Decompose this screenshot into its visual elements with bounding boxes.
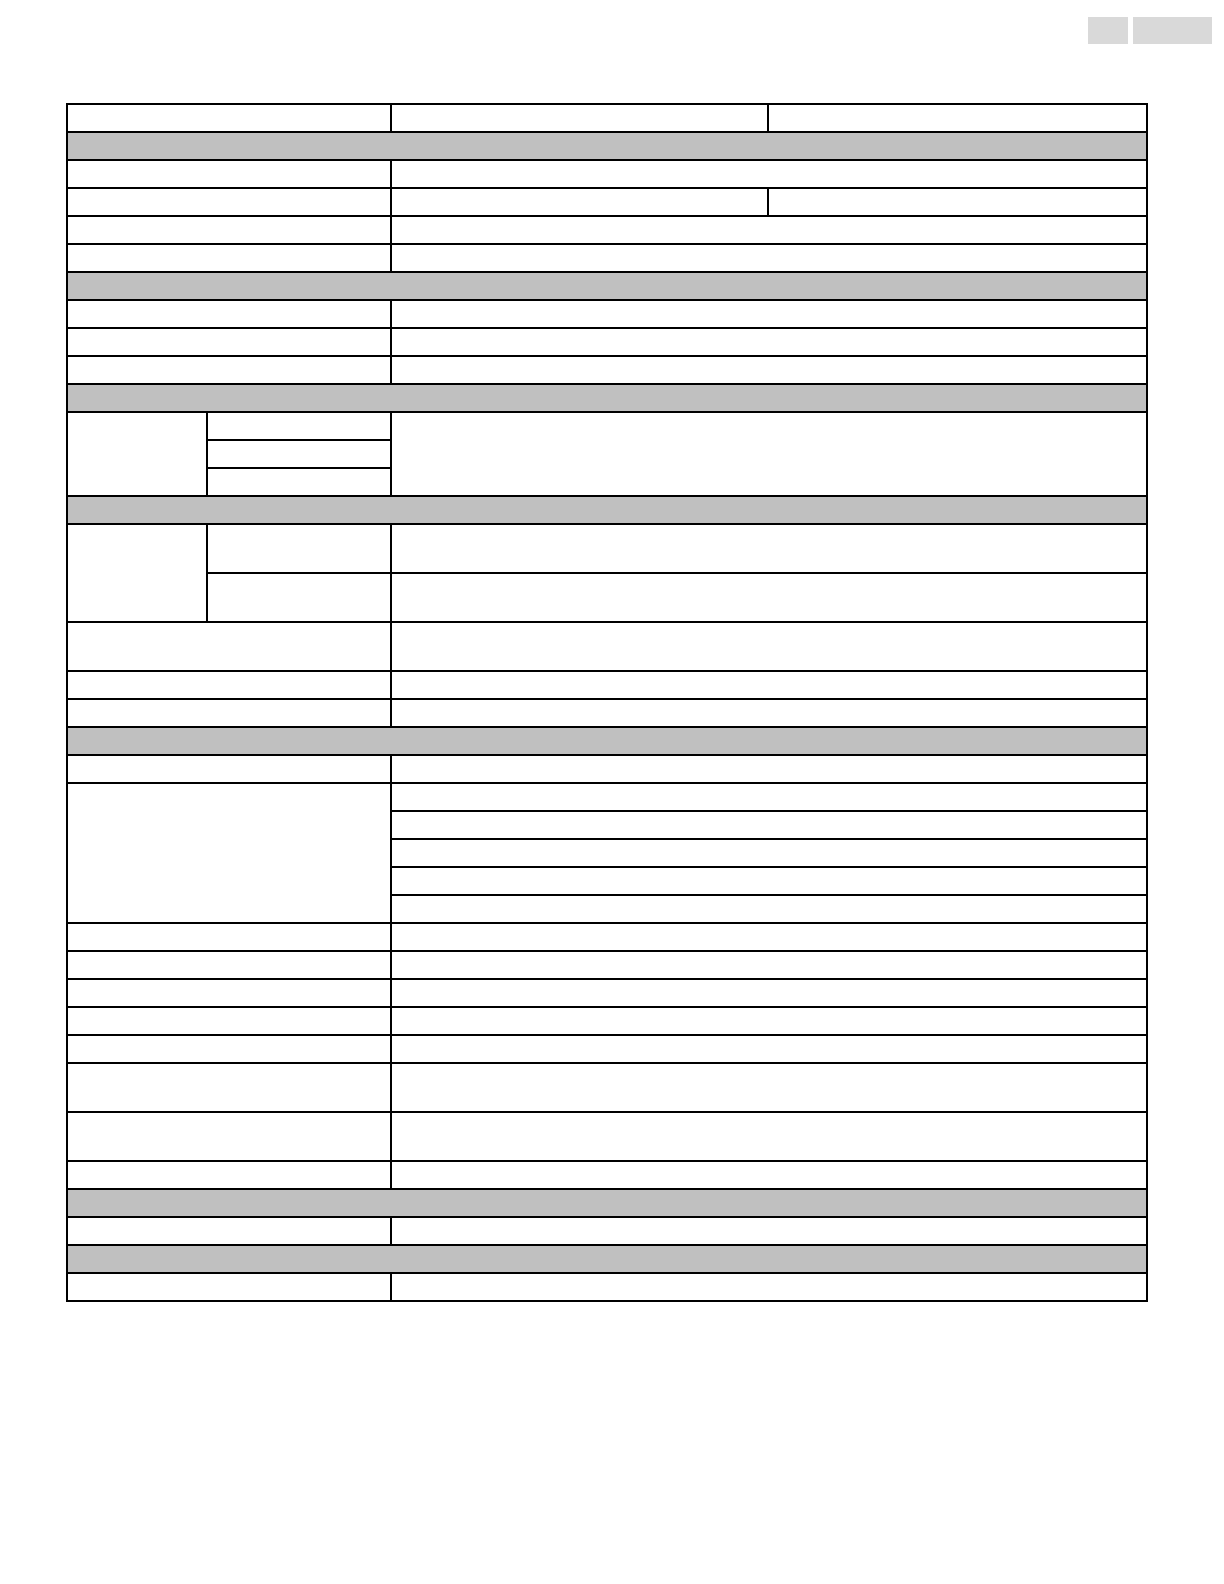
cell-label — [67, 356, 391, 384]
table-row — [67, 755, 1147, 783]
cell-label — [67, 979, 391, 1007]
table-row — [67, 923, 1147, 951]
table-row — [67, 699, 1147, 727]
cell-label — [67, 1063, 391, 1112]
table-row — [67, 412, 1147, 440]
cell-value — [391, 300, 1147, 328]
section-title — [67, 496, 1147, 524]
cell-value — [391, 783, 1147, 811]
cell-value — [391, 671, 1147, 699]
cell-label — [67, 951, 391, 979]
cell-label — [67, 1217, 391, 1245]
cell-label — [67, 1112, 391, 1161]
cell-value — [391, 412, 1147, 496]
group-label — [67, 524, 207, 622]
cell-label — [67, 1035, 391, 1063]
cell-label — [67, 216, 391, 244]
cell-label — [67, 699, 391, 727]
cell-value — [391, 160, 1147, 188]
table-row — [67, 951, 1147, 979]
page-tag-right — [1133, 17, 1212, 44]
cell-value — [391, 1035, 1147, 1063]
cell-value — [391, 699, 1147, 727]
sub-label — [207, 524, 391, 573]
section-title — [67, 384, 1147, 412]
cell-value — [391, 811, 1147, 839]
cell-label — [67, 104, 391, 132]
section-header — [67, 496, 1147, 524]
cell-value — [391, 1112, 1147, 1161]
cell-label — [67, 300, 391, 328]
cell-label — [67, 188, 391, 216]
cell-value — [391, 867, 1147, 895]
cell-value — [391, 573, 1147, 622]
cell-value — [391, 1217, 1147, 1245]
cell-label — [67, 328, 391, 356]
cell-value — [391, 895, 1147, 923]
table-row — [67, 1217, 1147, 1245]
cell-value — [391, 951, 1147, 979]
cell-value — [391, 188, 768, 216]
sub-label — [207, 573, 391, 622]
cell-label — [67, 1273, 391, 1301]
section-header — [67, 727, 1147, 755]
cell-label — [67, 671, 391, 699]
cell-label — [67, 244, 391, 272]
cell-value — [391, 755, 1147, 783]
table-row — [67, 356, 1147, 384]
section-title — [67, 727, 1147, 755]
table-row — [67, 216, 1147, 244]
cell-value — [391, 1007, 1147, 1035]
table-row — [67, 1007, 1147, 1035]
group-label — [67, 412, 207, 496]
cell-label — [67, 1007, 391, 1035]
section-header — [67, 1189, 1147, 1217]
table-row — [67, 188, 1147, 216]
cell-label — [67, 783, 391, 923]
section-header — [67, 132, 1147, 160]
cell-value — [391, 923, 1147, 951]
sub-label — [207, 412, 391, 440]
table-row — [67, 300, 1147, 328]
cell-value — [391, 328, 1147, 356]
table-row — [67, 979, 1147, 1007]
table-row — [67, 328, 1147, 356]
table-row — [67, 1112, 1147, 1161]
table-row — [67, 671, 1147, 699]
sub-label — [207, 468, 391, 496]
cell-value — [391, 979, 1147, 1007]
table-row — [67, 1161, 1147, 1189]
section-header — [67, 384, 1147, 412]
cell-label — [67, 622, 391, 671]
table-row — [67, 1063, 1147, 1112]
cell-value — [391, 1273, 1147, 1301]
cell-value — [391, 1161, 1147, 1189]
sub-label — [207, 440, 391, 468]
cell-label — [67, 1161, 391, 1189]
spec-table — [66, 103, 1148, 1302]
table-row — [67, 573, 1147, 622]
table-row — [67, 524, 1147, 573]
cell-value — [391, 524, 1147, 573]
cell-value — [391, 1063, 1147, 1112]
table-row — [67, 1273, 1147, 1301]
section-header — [67, 1245, 1147, 1273]
cell-value — [768, 188, 1147, 216]
cell-label — [67, 160, 391, 188]
table-row — [67, 1035, 1147, 1063]
section-title — [67, 272, 1147, 300]
section-header — [67, 272, 1147, 300]
table-row — [67, 783, 1147, 811]
cell-value — [391, 839, 1147, 867]
section-title — [67, 1245, 1147, 1273]
table-row — [67, 622, 1147, 671]
table-row — [67, 160, 1147, 188]
section-title — [67, 1189, 1147, 1217]
page-tag-left — [1088, 17, 1128, 44]
section-title — [67, 132, 1147, 160]
cell-value — [391, 216, 1147, 244]
cell-value — [391, 622, 1147, 671]
cell-label — [67, 923, 391, 951]
cell-label — [67, 755, 391, 783]
cell-value — [391, 244, 1147, 272]
table-row — [67, 244, 1147, 272]
cell-value — [391, 104, 768, 132]
cell-value — [391, 356, 1147, 384]
table-row — [67, 104, 1147, 132]
cell-value — [768, 104, 1147, 132]
